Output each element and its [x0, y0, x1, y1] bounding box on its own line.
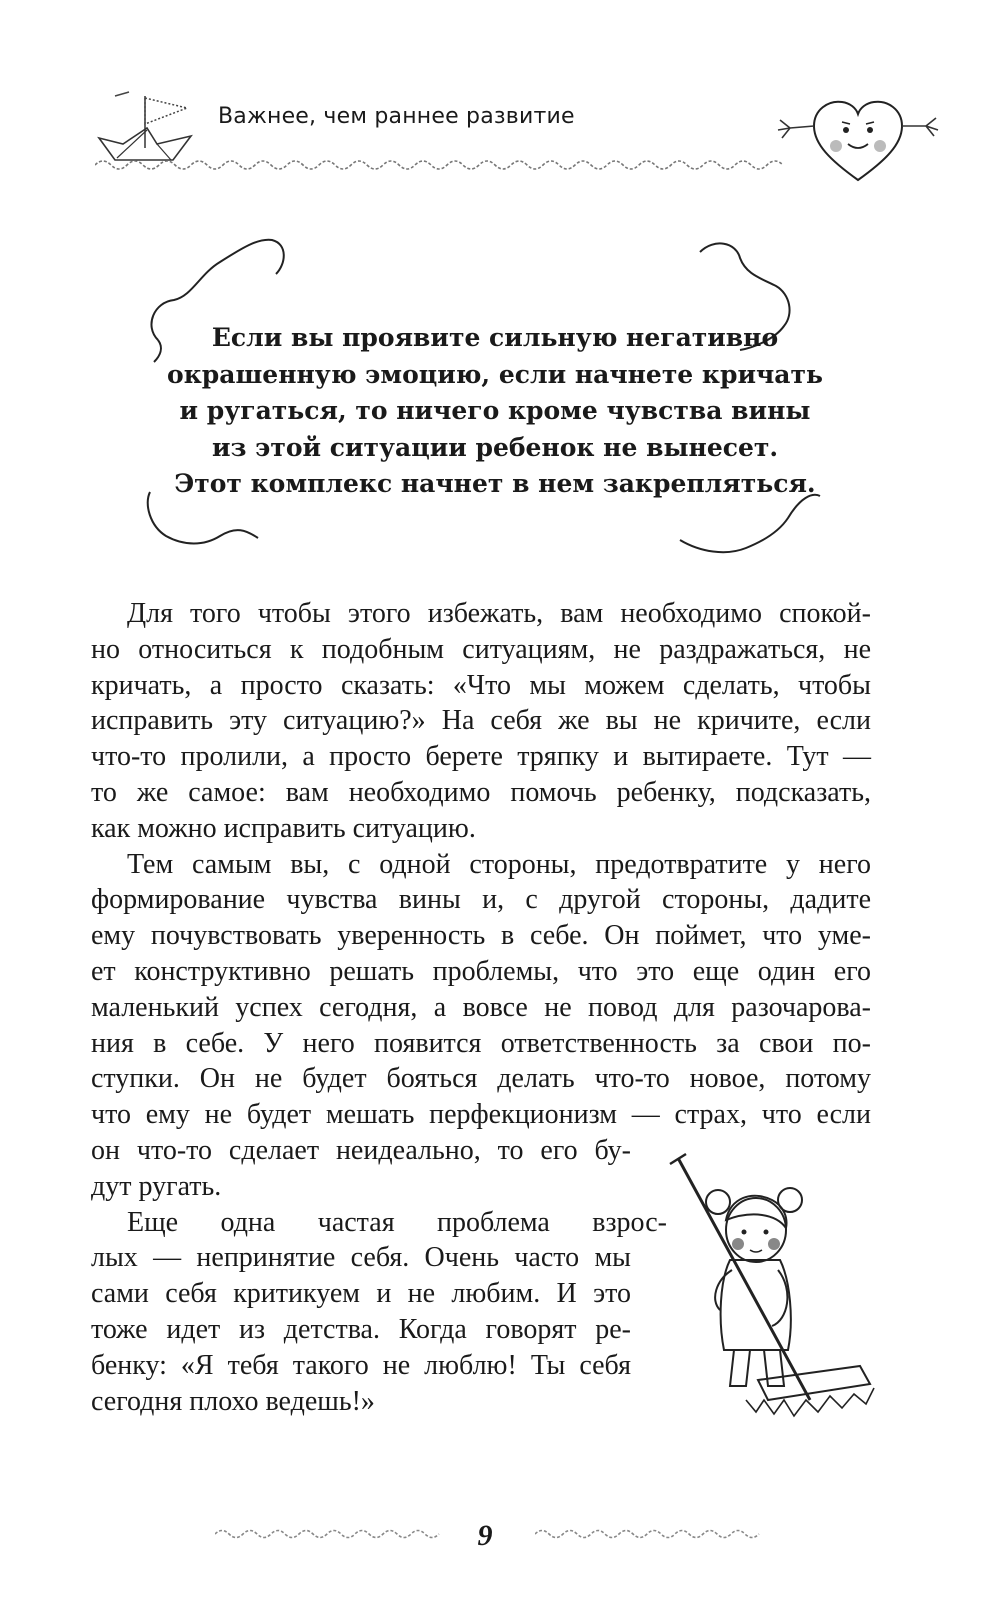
- quote-line: и ругаться, то ничего кроме чувства вины: [179, 396, 811, 426]
- quote-line: Если вы проявите сильную негативно: [211, 323, 779, 352]
- text-line: исправить эту ситуацию?» На себя же вы не кричите, если: [91, 705, 871, 737]
- quote-line: из этой ситуации ребенок не вынесет.: [211, 432, 779, 462]
- text-line: но относиться к подобным ситуациям, не раздражаться, не: [91, 633, 871, 665]
- text-line: бенку: «Я тебя такого не люблю! Ты себя: [91, 1349, 631, 1381]
- text-line: маленький успех сегодня, а вовсе не повод для разочарова-: [91, 991, 871, 1023]
- text-line: ния в себе. У него появится ответственность за свои по-: [91, 1027, 871, 1059]
- text-line: Тем самым вы, с одной стороны, предотвратите у него: [127, 848, 871, 880]
- text-line: как можно исправить ситуацию.: [91, 812, 476, 844]
- smiling-heart-icon: [770, 92, 945, 187]
- wavy-divider-left: [95, 155, 785, 175]
- text-line: Для того чтобы этого избежать, вам необходимо спокой-: [127, 598, 871, 629]
- text-line: ет конструктивно решать проблемы, что это еще один его: [91, 955, 871, 987]
- text-line: тоже идет из детства. Когда говорят ре-: [91, 1313, 631, 1345]
- quote-line: окрашенную эмоцию, если начнете кричать: [167, 359, 823, 389]
- quote-line: Этот комплекс начнет в нем закрепляться.: [174, 469, 816, 499]
- text-line: ступки. Он не будет бояться делать что-то новое, потому: [91, 1063, 871, 1095]
- wavy-divider-footer-right: [535, 1525, 760, 1543]
- text-line: то же самое: вам необходимо помочь ребенку, подсказать,: [91, 776, 871, 808]
- text-line: дут ругать.: [91, 1170, 222, 1202]
- text-line: он что-то сделает неидеально, то его бу-: [91, 1134, 631, 1166]
- text-line: формирование чувства вины и, с другой стороны, дадите: [91, 884, 871, 916]
- text-line: Еще одна частая проблема взрос-: [127, 1206, 667, 1238]
- text-line: сами себя критикуем и не любим. И это: [91, 1278, 631, 1310]
- wavy-divider-footer-left: [215, 1525, 440, 1543]
- girl-with-mop-icon: [660, 1150, 895, 1440]
- text-line: что-то пролили, а просто берете тряпку и вытираете. Тут —: [91, 741, 871, 773]
- text-line: что ему не будет мешать перфекционизм — страх, что если: [91, 1099, 871, 1131]
- running-header-title: Важнее, чем раннее развитие: [218, 104, 575, 129]
- page-number: 9: [477, 1519, 493, 1552]
- highlighted-quote: [150, 320, 840, 503]
- text-line: кричать, а просто сказать: «Что мы можем сделать, чтобы: [91, 669, 871, 701]
- text-line: сегодня плохо ведешь!»: [91, 1385, 375, 1417]
- text-line: лых — непринятие себя. Очень часто мы: [91, 1242, 631, 1274]
- text-line: ему почувствовать уверенность в себе. Он поймет, что уме-: [91, 920, 871, 952]
